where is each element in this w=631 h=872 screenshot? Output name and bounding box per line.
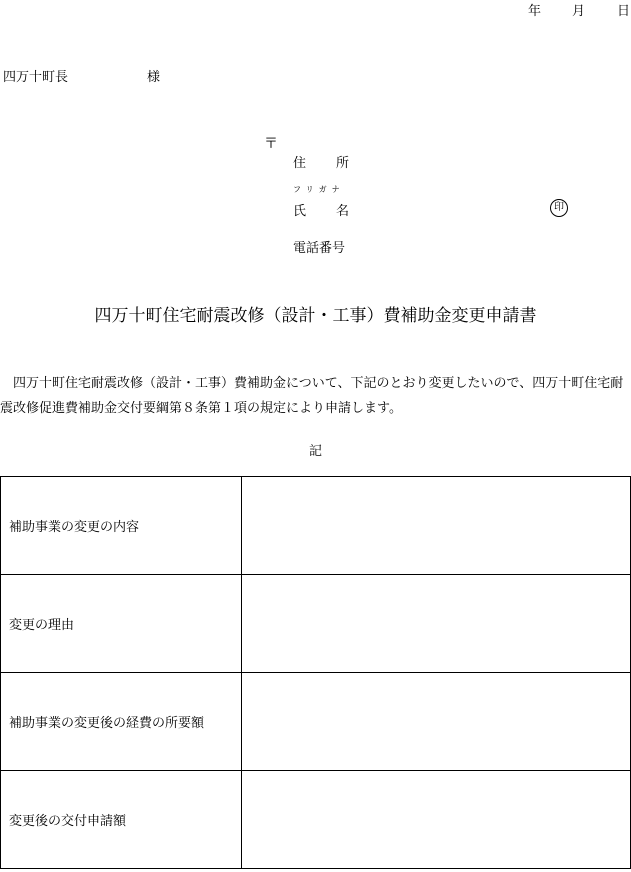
postal-mark: 〒 xyxy=(264,136,278,152)
items-table xyxy=(0,476,631,869)
row-value-cell[interactable] xyxy=(242,477,631,575)
phone-label: 電話番号 xyxy=(293,241,346,256)
row-value-cell[interactable] xyxy=(242,771,631,869)
row-label: 変更後の交付申請額 xyxy=(1,771,242,869)
table-row xyxy=(1,771,631,869)
table-row xyxy=(1,673,631,771)
row-label: 変更の理由 xyxy=(1,575,242,673)
address-label: 住所 xyxy=(293,156,380,171)
seal-mark: 印 xyxy=(550,199,568,217)
document-title: 四万十町住宅耐震改修（設計・工事）費補助金変更申請書 xyxy=(94,306,537,326)
ki-heading: 記 xyxy=(308,444,322,459)
table-row xyxy=(1,477,631,575)
row-label: 補助事業の変更の内容 xyxy=(1,477,242,575)
addressee-name: 四万十町長 xyxy=(3,70,69,85)
row-value-cell[interactable] xyxy=(242,673,631,771)
row-label: 補助事業の変更後の経費の所要額 xyxy=(1,673,242,771)
table-row xyxy=(1,575,631,673)
date-day-label: 日 xyxy=(617,4,631,19)
addressee-honorific: 様 xyxy=(147,70,161,85)
row-value-cell[interactable] xyxy=(242,575,631,673)
date-year-label: 年 xyxy=(528,4,542,19)
furigana-label: フリガナ xyxy=(293,185,345,194)
name-label: 氏名 xyxy=(293,204,380,219)
date-month-label: 月 xyxy=(572,4,586,19)
body-paragraph: 四万十町住宅耐震改修（設計・工事）費補助金について、下記のとおり変更したいので、四万十町住宅耐震改修促進費補助金交付要綱第８条第１項の規定により申請します。 xyxy=(0,376,624,416)
